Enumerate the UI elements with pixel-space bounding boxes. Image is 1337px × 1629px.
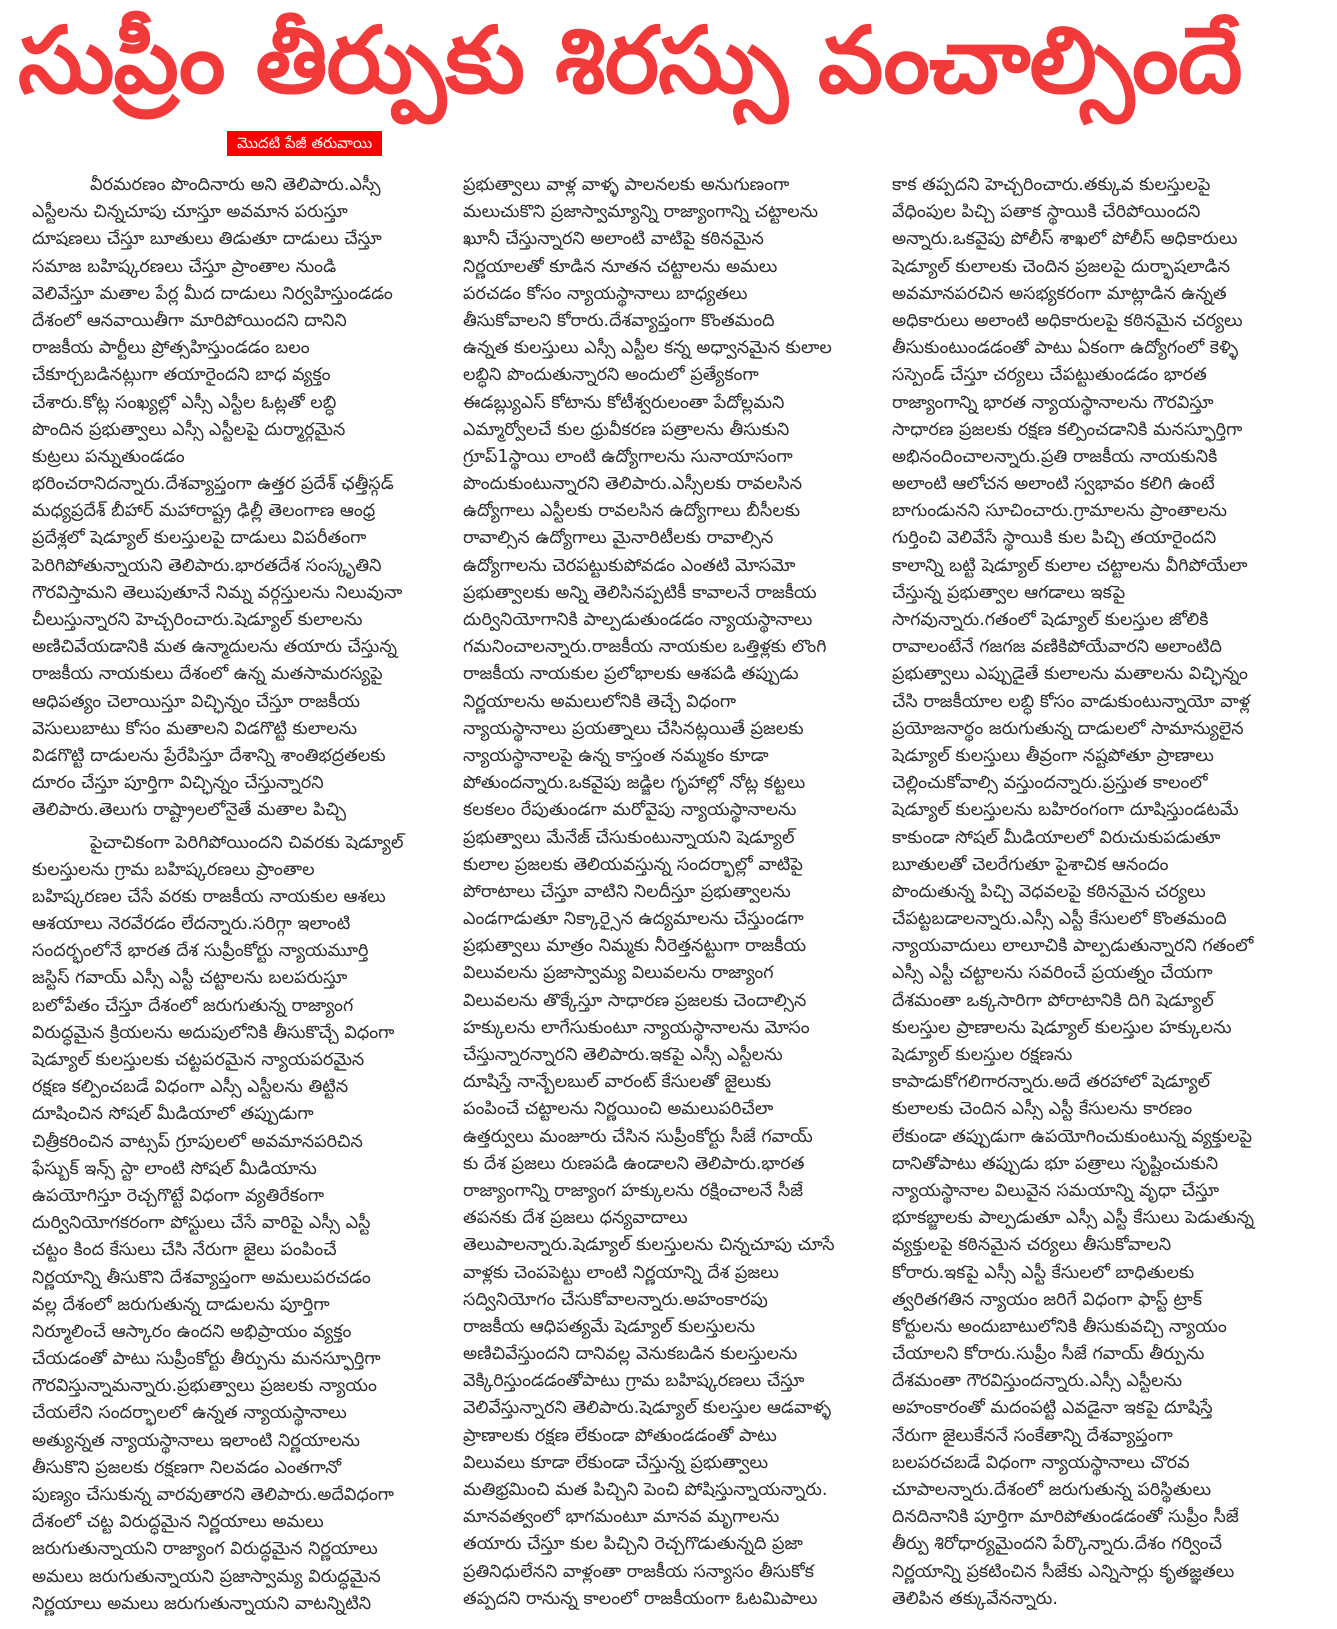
article-text-line: నేరుగా జైలుకేననే సంకేతాన్ని దేశవ్యాప్తంగా	[892, 1425, 1173, 1446]
article-text-line: నిర్ణయాన్ని ప్రకటించిన సీజేకు ఎన్నిసార్లు కృతజ్ఞతలు	[892, 1561, 1235, 1582]
article-text-line: కాకుండా సోషల్ మీడియాలలో విరుచుకుపడుతూ	[892, 827, 1221, 848]
article-text-line: వెలివేస్తూ మతాల పేర్ల మీద దాడులు నిర్వహిస్తుండడం	[32, 283, 393, 304]
article-text-line: జస్టిస్ గవాయ్ ఎస్సీ ఎస్టీ చట్టాలను బలపరుస్తూ	[32, 968, 348, 989]
article-text-line: మలుచుకొని ప్రజాస్వామ్యాన్ని రాజ్యాంగాన్ని చట్టాలను	[463, 202, 819, 223]
article-text-line: కాపాడుకోగలిగారన్నారు.అదే తరహాలో షెడ్యూల్	[892, 1072, 1211, 1093]
article-text-line: విరుద్ధమైన క్రియలను అదుపులోనికి తీసుకొచ్చే విధంగా	[32, 1022, 395, 1043]
article-text-line: దూరం చేస్తూ పూర్తిగా విచ్ఛిన్నం చేస్తున్నారని	[32, 773, 324, 794]
article-text-line: ఆధిపత్యం చెలాయిస్తూ విచ్ఛిన్నం చేస్తూ రాజకీయ	[32, 691, 360, 712]
article-text-line: ఎమ్మార్వోలచే కుల ధ్రువీకరణ పత్రాలను తీసుకుని	[463, 419, 790, 440]
article-text-line: చట్టం కింద కేసులు చేసి నేరుగా జైలు పంపించే	[32, 1240, 337, 1261]
article-text-line: చేసి రాజకీయాల లబ్ధి కోసం వాడుకుంటున్నాయో వాళ్ల	[892, 691, 1251, 712]
article-text-line: దుర్వినియోగానికి పాల్పడుతుండడం న్యాయస్థానాలు	[463, 610, 813, 630]
article-text-line: వెలివేస్తున్నారని తెలిపారు.షెడ్యూల్ కులస్తుల ఆడవాళ్ళ	[463, 1398, 832, 1419]
article-text-line: దానితోపాటు తప్పుడు భూ పత్రాలు సృష్టించుకుని	[892, 1153, 1219, 1174]
article-text-line: దూషించిన సోషల్ మీడియాలో తప్పుడుగా	[32, 1104, 314, 1125]
article-text-line: అమలు జరుగుతున్నాయని ప్రజాస్వామ్య విరుద్ధమైన	[32, 1566, 381, 1587]
article-text-line: రాజకీయ నాయకుల ప్రలోభాలకు ఆశపడి తప్పుడు	[463, 664, 799, 685]
article-text-line: బూతులతో చెలరేగుతూ పైశాచిక ఆనందం	[892, 854, 1169, 875]
article-text-line: ఆశయాలు నెరవేరడం లేదన్నారు.సరిగ్గా ఇలాంటి	[32, 914, 351, 935]
article-text-line: ప్రయోజనార్థం జరుగుతున్న దాడులలో సామాన్యులైన	[892, 718, 1244, 739]
article-text-line: వీరమరణం పొందినారు అని తెలిపారు.ఎస్సీ	[90, 175, 381, 195]
article-text-line: తయారు చేస్తూ కుల పిచ్చిని రెచ్చగొడుతున్నది ప్రజా	[463, 1534, 803, 1555]
article-text-line: పొందుకుంటున్నారని తెలిపారు.ఎస్సీలకు రావలసిన	[463, 474, 803, 495]
headline: సుప్రీం తీర్పుకు శిరస్సు వంచాల్సిందే	[18, 7, 1242, 114]
article-text-line: పోరాటాలు చేస్తూ వాటిని నిలదీస్తూ ప్రభుత్వాలను	[463, 881, 791, 902]
article-text-line: భూకబ్జాలకు పాల్పడుతూ ఎస్సీ ఎస్టీ కేసులు పెడుతున్న	[892, 1208, 1255, 1229]
article-text-line: మతిభ్రమించి మత పిచ్చిని పెంచి పోషిస్తున్నాయన్నారు.	[463, 1480, 828, 1500]
article-text-line: వెక్కిరిస్తుండడంతోపాటు గ్రామ బహిష్కరణలు చేస్తూ	[463, 1371, 805, 1392]
article-text-line: చేయాలని కోరారు.సుప్రీం సీజే గవాయ్ తీర్పును	[892, 1344, 1205, 1365]
article-text-line: రాజ్యాంగాన్ని రాజ్యాంగ హక్కులను రక్షించాలనే సీజే	[463, 1180, 804, 1201]
article-text-line: ప్రభుత్వాలు మేనేజ్ చేసుకుంటున్నాయని షెడ్యూల్	[463, 827, 795, 848]
article-text-line: తప్పదని రానున్న కాలంలో రాజకీయంగా ఓటమిపాలు	[463, 1588, 818, 1609]
article-text-line: వేధింపుల పిచ్చి పతాక స్థాయికి చేరిపోయిందని	[892, 202, 1201, 223]
article-text-line: ఉద్యోగాలను చెరపట్టుకుపోవడం ఎంతటి మోసమో	[463, 555, 796, 576]
article-text-line: దేశంలో ఆనవాయితీగా మారిపోయిందని దానిని	[32, 310, 347, 331]
article-text-line: గమనించాలన్నారు.రాజకీయ నాయకుల ఒత్తిళ్లకు లొంగి	[463, 637, 827, 658]
article-text-line: ఎండగాడుతూ నిక్కార్సైన ఉద్యమాలను చేస్తుండగా	[463, 909, 804, 930]
article-text-line: న్యాయవాదులు లాలూచికి పాల్పడుతున్నారని గతంలో	[892, 936, 1254, 957]
article-text-line: భరించరానిదన్నారు.దేశవ్యాప్తంగా ఉత్తర ప్రదేశ్ ఛత్తీస్గడ్	[32, 474, 394, 495]
article-text-line: అధికారులు అలాంటి అధికారులపై కఠినమైన చర్యలు	[892, 310, 1243, 331]
article-text-line: న్యాయస్థానాల విలువైన సమయాన్ని వృధా చేస్తూ	[892, 1180, 1220, 1201]
article-text-line: ప్రతినిధులేనని వాళ్లంతా రాజకీయ సన్యాసం తీసుకోక	[463, 1561, 814, 1582]
article-text-line: కాక తప్పదని హెచ్చరించారు.తక్కువ కులస్తులపై	[892, 175, 1211, 195]
article-text-line: సాధారణ ప్రజలకు రక్షణ కల్పించడానికి మనస్ఫూర్తిగా	[892, 419, 1243, 440]
article-text-line: ప్రభుత్వాలు మాత్రం నిమ్మకు నీరెత్తనట్టుగా రాజకీయ	[463, 936, 807, 957]
article-text-line: ప్రభుత్వాలు ఎప్పుడైతే కులాలను మతాలను విచ్ఛిన్నం	[892, 664, 1248, 685]
article-text-line: కలకలం రేపుతుండగా మరోవైపు న్యాయస్థానాలను	[463, 800, 797, 821]
continued-from-front-page-label: మొదటి పేజీ తరువాయి	[227, 131, 382, 156]
article-text-line: దూషణలు చేస్తూ బూతులు తిడుతూ దాడులు చేస్తూ	[32, 229, 382, 250]
article-text-line: దుర్వినియోగకరంగా పోస్టులు చేసే వారిపై ఎస్సీ ఎస్టీ	[32, 1213, 371, 1234]
article-text-line: విలువలు కూడా లేకుండా చేస్తున్న ప్రభుత్వాలు	[463, 1452, 769, 1473]
article-column-3	[892, 172, 1312, 1613]
article-text-line: మధ్యప్రదేశ్ బీహార్ మహారాష్ట్ర ఢిల్లీ తెలంగాణ ఆంధ్ర	[32, 501, 376, 522]
article-text-line: చెల్లించుకోవాల్సి వస్తుందన్నారు.ప్రస్తుత కాలంలో	[892, 773, 1208, 794]
article-text-line: సందర్భంలోనే భారత దేశ సుప్రీంకోర్టు న్యాయమూర్తి	[32, 941, 369, 962]
article-text-line: సస్పెండ్ చేస్తూ చర్యలు చేపట్టుతుండడం భారత	[892, 365, 1207, 386]
article-text-line: పరచడం కోసం న్యాయస్థానాలు బాధ్యతలు	[463, 283, 748, 304]
article-text-line: తపనకు దేశ ప్రజలు ధన్యవాదాలు	[463, 1208, 688, 1229]
article-text-line: విడగొట్టి దాడులను ప్రేరేపిస్తూ దేశాన్ని శాంతిభద్రతలకు	[32, 745, 386, 766]
article-text-line: తెలిపారు.తెలుగు రాష్ట్రాలలోనైతే మతాల పిచ్చి	[32, 800, 347, 821]
article-text-line: రాజ్యాంగాన్ని భారత న్యాయస్థానాలను గౌరవిస్తూ	[892, 392, 1214, 413]
article-text-line: బలోపేతం చేస్తూ దేశంలో జరుగుతున్న రాజ్యాంగ	[32, 995, 354, 1016]
article-text-line: సద్వినియోగం చేసుకోవాలన్నారు.అహంకారపు	[463, 1289, 768, 1310]
article-text-line: ఉన్నత కులస్తులు ఎస్సీ ఎస్టీల కన్న అధ్వానమైన కులాల	[463, 338, 832, 359]
article-text-line: దేశంలో చట్ట విరుద్ధమైన నిర్ణయాలు అమలు	[32, 1512, 324, 1533]
article-text-line: రావాలంటేనే గజగజ వణికిపోయేవారని అలాంటిది	[892, 637, 1222, 658]
article-text-line: దేశమంతా గౌరవిస్తుందన్నారు.ఎస్సీ ఎస్టీలను	[892, 1371, 1183, 1392]
article-text-line: రాజకీయ ఆధిపత్యమే షెడ్యూల్ కులస్తులను	[463, 1316, 756, 1337]
article-text-line: నిర్ణయాన్ని తీసుకొని దేశవ్యాప్తంగా అమలుపరచడం	[32, 1267, 371, 1288]
article-text-line: తీసుకోవాలని కోరారు.దేశవ్యాప్తంగా కొంతమంది	[463, 310, 775, 331]
article-text-line: న్యాయస్థానాలపై ఉన్న కాస్తంత నమ్మకం కూడా	[463, 745, 769, 766]
article-text-line: పుణ్యం చేసుకున్న వారవుతారని తెలిపారు.అదేవిధంగా	[32, 1485, 394, 1505]
article-text-line: షెడ్యూల్ కులస్తులకు చట్టపరమైన న్యాయపరమైన	[32, 1050, 365, 1070]
article-text-line: బలపరచబడే విధంగా న్యాయస్థానాలు చొరవ	[892, 1452, 1190, 1473]
article-text-line: కోరారు.ఇకపై ఎస్సీ ఎస్టీ కేసులలో బాధితులకు	[892, 1262, 1195, 1283]
article-text-line: ప్రాణాలకు రక్షణ లేకుండా పోతుండడంతో పాటు	[463, 1425, 777, 1446]
article-text-line: కు దేశ ప్రజలు రుణపడి ఉండాలని తెలిపారు.భారత	[463, 1153, 805, 1174]
article-text-line: వాళ్లకు చెంపపెట్టు లాంటి నిర్ణయాన్ని దేశ ప్రజలు	[463, 1262, 779, 1283]
article-text-line: కులస్తుల ప్రాణాలను షెడ్యూల్ కులస్తుల హక్కులను	[892, 1017, 1232, 1038]
article-text-line: పెరిగిపోతున్నాయని తెలిపారు.భారతదేశ సంస్కృతిని	[32, 555, 382, 576]
article-text-line: లేకుండా తప్పుడుగా ఉపయోగించుకుంటున్న వ్యక్తులపై	[892, 1126, 1253, 1147]
article-text-line: ఎస్టీలను చిన్నచూపు చూస్తూ అవమాన పరుస్తూ	[32, 202, 348, 223]
article-text-line: ఉద్యోగాలు ఎస్టీలకు రావలసిన ఉద్యోగాలు బీసీలకు	[463, 501, 801, 522]
article-text-line: షెడ్యూల్ కులస్తులు తీవ్రంగా నష్టపోతూ ప్రాణాలు	[892, 745, 1214, 766]
article-text-line: బాగుండునని సూచించారు.గ్రామాలను ప్రాంతాలను	[892, 501, 1227, 522]
article-text-line: గౌరవిస్తున్నామన్నారు.ప్రభుత్వాలు ప్రజలకు న్యాయం	[32, 1376, 377, 1397]
article-text-line: రాజకీయ పార్టీలు ప్రోత్సహిస్తుండడం బలం	[32, 338, 310, 359]
article-text-line: జరుగుతున్నాయని రాజ్యాంగ విరుద్ధమైన నిర్ణయాలు	[32, 1539, 378, 1560]
article-text-line: నిర్ణయాలు అమలు జరుగుతున్నాయని వాటన్నిటిని	[32, 1593, 372, 1614]
article-text-line: షెడ్యూల్ కులస్తులను బహిరంగంగా దూషిస్తుండటమే	[892, 800, 1239, 821]
article-text-line: అభినందించాలన్నారు.ప్రతి రాజకీయ నాయకునికి	[892, 446, 1218, 467]
article-text-line: కులస్తులను గ్రామ బహిష్కరణలు ప్రాంతాల	[32, 859, 315, 880]
article-text-line: ప్రదేశ్లలో షెడ్యూల్ కులస్తులపై దాడులు విపరీతంగా	[32, 528, 367, 549]
article-text-line: చేస్తున్న ప్రభుత్వాల ఆగడాలు ఇకపై	[892, 582, 1126, 603]
article-text-line: ఎస్సీ ఎస్టీ చట్టాలను సవరించే ప్రయత్నం చేయగా	[892, 963, 1213, 984]
article-text-line: నిర్ణయాలతో కూడిన నూతన చట్టాలను అమలు	[463, 256, 778, 277]
article-text-line: పంపించే చట్టాలను నిర్ణయించి అమలుపరిచేలా	[463, 1099, 774, 1120]
article-text-line: బహిష్కరణల చేసే వరకు రాజకీయ నాయకుల ఆశలు	[32, 886, 386, 907]
article-text-line: న్యాయస్థానాలు ప్రయత్నాలు చేసినట్లయితే ప్రజలకు	[463, 718, 804, 739]
article-text-line: నిర్మూలించే ఆస్కారం ఉందని అభిప్రాయం వ్యక్తం	[32, 1321, 352, 1342]
article-text-line: షెడ్యూల్ కులాలకు చెందిన ప్రజలపై దుర్భాషలాడిన	[892, 256, 1231, 277]
article-text-line: గ్రూప్1స్థాయి లాంటి ఉద్యోగాలను సునాయాసంగా	[463, 446, 793, 467]
article-text-line: తెలుపాలన్నారు.షెడ్యూల్ కులస్తులను చిన్నచూపు చూసే	[463, 1235, 835, 1256]
article-text-line: విలువలను ప్రజాస్వామ్య విలువలను రాజ్యాంగ	[463, 963, 774, 984]
article-text-line: పైచాచికంగా పెరిగిపోయిందని చివరకు షెడ్యూల్	[90, 832, 404, 853]
article-text-line: అవమానపరచిన అసభ్యకరంగా మాట్లాడిన ఉన్నత	[892, 283, 1227, 304]
article-text-line: రాజకీయ నాయకులు దేశంలో ఉన్న మతసామరస్యపై	[32, 664, 383, 685]
article-text-line: గౌరవిస్తామని తెలుపుతూనే నిమ్న వర్గస్తులను నిలువునా	[32, 582, 403, 603]
article-text-line: అన్నారు.ఒకవైపు పోలీస్ శాఖలో పోలీస్ అధికారులు	[892, 229, 1238, 250]
article-text-line: రావాల్సిన ఉద్యోగాలు మైనారిటీలకు రావాల్సిన	[463, 528, 774, 549]
article-text-line: దేశమంతా ఒక్కసారిగా పోరాటానికి దిగి షెడ్యూల్	[892, 990, 1214, 1011]
article-text-line: చేకూర్చబడినట్లుగా తయారైందని బాధ వ్యక్తం	[32, 365, 331, 386]
article-text-line: కాలాన్ని బట్టి షెడ్యూల్ కులాల చట్టాలను వీగిపోయేలా	[892, 555, 1248, 576]
article-text-line: తీర్పు శిరోధార్యమైందని పేర్కొన్నారు.దేశం గర్వించే	[892, 1534, 1222, 1555]
article-text-line: ఈడబ్ల్యుఎస్ కోటాను కోటీశ్వరులంతా పేదోల్లమని	[463, 392, 785, 413]
article-text-line: రక్షణ కల్పించబడే విధంగా ఎస్సీ ఎస్టీలను తిట్టిన	[32, 1077, 349, 1098]
article-text-line: చిత్రీకరించిన వాట్సప్ గ్రూపులలో అవమానపరిచిన	[32, 1131, 363, 1152]
article-text-line: హక్కులను లాగేసుకుంటూ న్యాయస్థానాలను మోసం	[463, 1017, 810, 1038]
article-text-line: విలువలను తొక్కేస్తూ సాధారణ ప్రజలకు చెందాల్సిన	[463, 990, 807, 1011]
article-text-line: కోర్టులను అందుబాటులోనికి తీసుకువచ్చి న్యాయం	[892, 1316, 1227, 1337]
article-text-line: సమాజ బహిష్కరణలు చేస్తూ ప్రాంతాల నుండి	[32, 256, 337, 277]
article-text-line: అణిచివేస్తుందని దానివల్ల వెనుకబడిన కులస్తులను	[463, 1344, 798, 1365]
article-text-line: వల్ల దేశంలో జరుగుతున్న దాడులను పూర్తిగా	[32, 1294, 330, 1315]
article-text-line: అత్యున్నత న్యాయస్థానాలు ఇలాంటి నిర్ణయాలను	[32, 1430, 360, 1451]
article-text-line: చేయలేని సందర్భాలలో ఉన్నత న్యాయస్థానాలు	[32, 1403, 347, 1424]
article-column-1	[32, 172, 452, 1618]
article-text-line: షెడ్యూల్ కులస్తుల రక్షణను	[892, 1045, 1073, 1065]
article-text-line: దూషిస్తే నాన్బేలబుల్ వారంట్ కేసులతో జైలుకు	[463, 1072, 772, 1093]
article-text-line: తీసుకుంటుండడంతో పాటు ఏకంగా ఉద్యోగంలో కెళ్ళి	[892, 338, 1239, 359]
article-text-line: వ్యక్తులపై కఠినమైన చర్యలు తీసుకోవాలని	[892, 1235, 1172, 1256]
article-text-line: ఖూనీ చేస్తున్నారని అలాంటి వాటిపై కఠినమైన	[463, 229, 764, 250]
article-text-line: పొందుతున్న పిచ్చి వెధవలపై కఠినమైన చర్యలు	[892, 881, 1206, 902]
article-text-line: అహంకారంతో మదంపట్టి ఎవడైనా ఇకపై దూషిస్తే	[892, 1398, 1213, 1419]
article-column-2	[463, 172, 883, 1613]
article-text-line: చేశారు.కోట్ల సంఖ్యల్లో ఎస్సీ ఎస్టీల ఓట్లతో లబ్ధి	[32, 392, 337, 413]
article-text-line: పోతుందన్నారు.ఒకవైపు జడ్జిల గృహాల్లో నోట్ల కట్టలు	[463, 773, 806, 794]
article-text-line: చూపాలన్నారు.దేశంలో జరుగుతున్న పరిస్థితులు	[892, 1480, 1212, 1500]
article-text-line: గుర్తించి వెలివేసే స్థాయికి కుల పిచ్చి తయారైందని	[892, 528, 1217, 549]
article-text-line: కులాలకు చెందిన ఎస్సీ ఎస్టీ కేసులను కారణం	[892, 1099, 1193, 1120]
article-text-line: సాగవున్నారు.గతంలో షెడ్యూల్ కులస్తుల జోలికి	[892, 610, 1209, 630]
article-text-line: చేయడంతో పాటు సుప్రీంకోర్టు తీర్పును మనస్ఫూర్తిగా	[32, 1349, 381, 1370]
article-text-line: ప్రభుత్వాలకు అన్ని తెలిసినప్పటికీ కావాలనే రాజకీయ	[463, 582, 817, 603]
article-text-line: అణిచివేయడానికి మత ఉన్మాదులను తయారు చేస్తున్న	[32, 637, 397, 658]
article-text-line: చేపట్టబడాలన్నారు.ఎస్సీ ఎస్టీ కేసులలో కొంతమంది	[892, 909, 1227, 930]
article-text-line: తెలిపిన తక్కువేనన్నారు.	[892, 1588, 1058, 1609]
article-text-line: నిర్ణయాలను అమలులోనికి తెచ్చే విధంగా	[463, 691, 737, 712]
article-text-line: లబ్ధిని పొందుతున్నారని అందులో ప్రత్యేకంగా	[463, 365, 759, 386]
article-text-line: వెసులుబాటు కోసం మతాలని విడగొట్టి కులాలను	[32, 718, 358, 739]
article-text-line: కుట్రలు పన్నుతుండడం	[32, 446, 185, 467]
article-text-line: కులాల ప్రజలకు తెలియవస్తున్న సందర్భాల్లో వాటిపై	[463, 854, 803, 875]
article-text-line: పొందిన ప్రభుత్వాలు ఎస్సీ ఎస్టీలపై దుర్మార్గమైన	[32, 419, 346, 440]
article-text-line: ఉపయోగిస్తూ రెచ్చగొట్టే విధంగా వ్యతిరేకంగా	[32, 1185, 325, 1206]
article-text-line: ఉత్తర్వులు మంజూరు చేసిన సుప్రీంకోర్టు సీజే గవాయ్	[463, 1126, 813, 1147]
article-text-line: అలాంటి ఆలోచన అలాంటి స్వభావం కలిగి ఉంటే	[892, 474, 1215, 495]
article-text-line: ప్రభుత్వాలు వాళ్ల వాళ్ళ పాలనలకు అనుగుణంగా	[463, 175, 790, 195]
article-text-line: చేస్తున్నారన్నారని తెలిపారు.ఇకపై ఎస్సీ ఎస్టీలను	[463, 1045, 783, 1065]
article-text-line: త్వరితగతిన న్యాయం జరిగే విధంగా ఫాస్ట్ ట్రాక్	[892, 1289, 1203, 1310]
article-text-line: చీలుస్తున్నారని హెచ్చరించారు.షెడ్యూల్ కులాలను	[32, 610, 363, 630]
article-text-line: తీసుకొని ప్రజలకు రక్షణగా నిలవడం ఎంతగానో	[32, 1457, 342, 1478]
article-text-line: దినదినానికి పూర్తిగా మారిపోతుండడంతో సుప్రీం సీజే	[892, 1507, 1239, 1528]
article-text-line: మానవత్వంలో భాగమంటూ మానవ మృగాలను	[463, 1507, 780, 1528]
article-text-line: ఫేస్బుక్ ఇన్స్ స్టా లాంటి సోషల్ మీడియాను	[32, 1158, 317, 1179]
